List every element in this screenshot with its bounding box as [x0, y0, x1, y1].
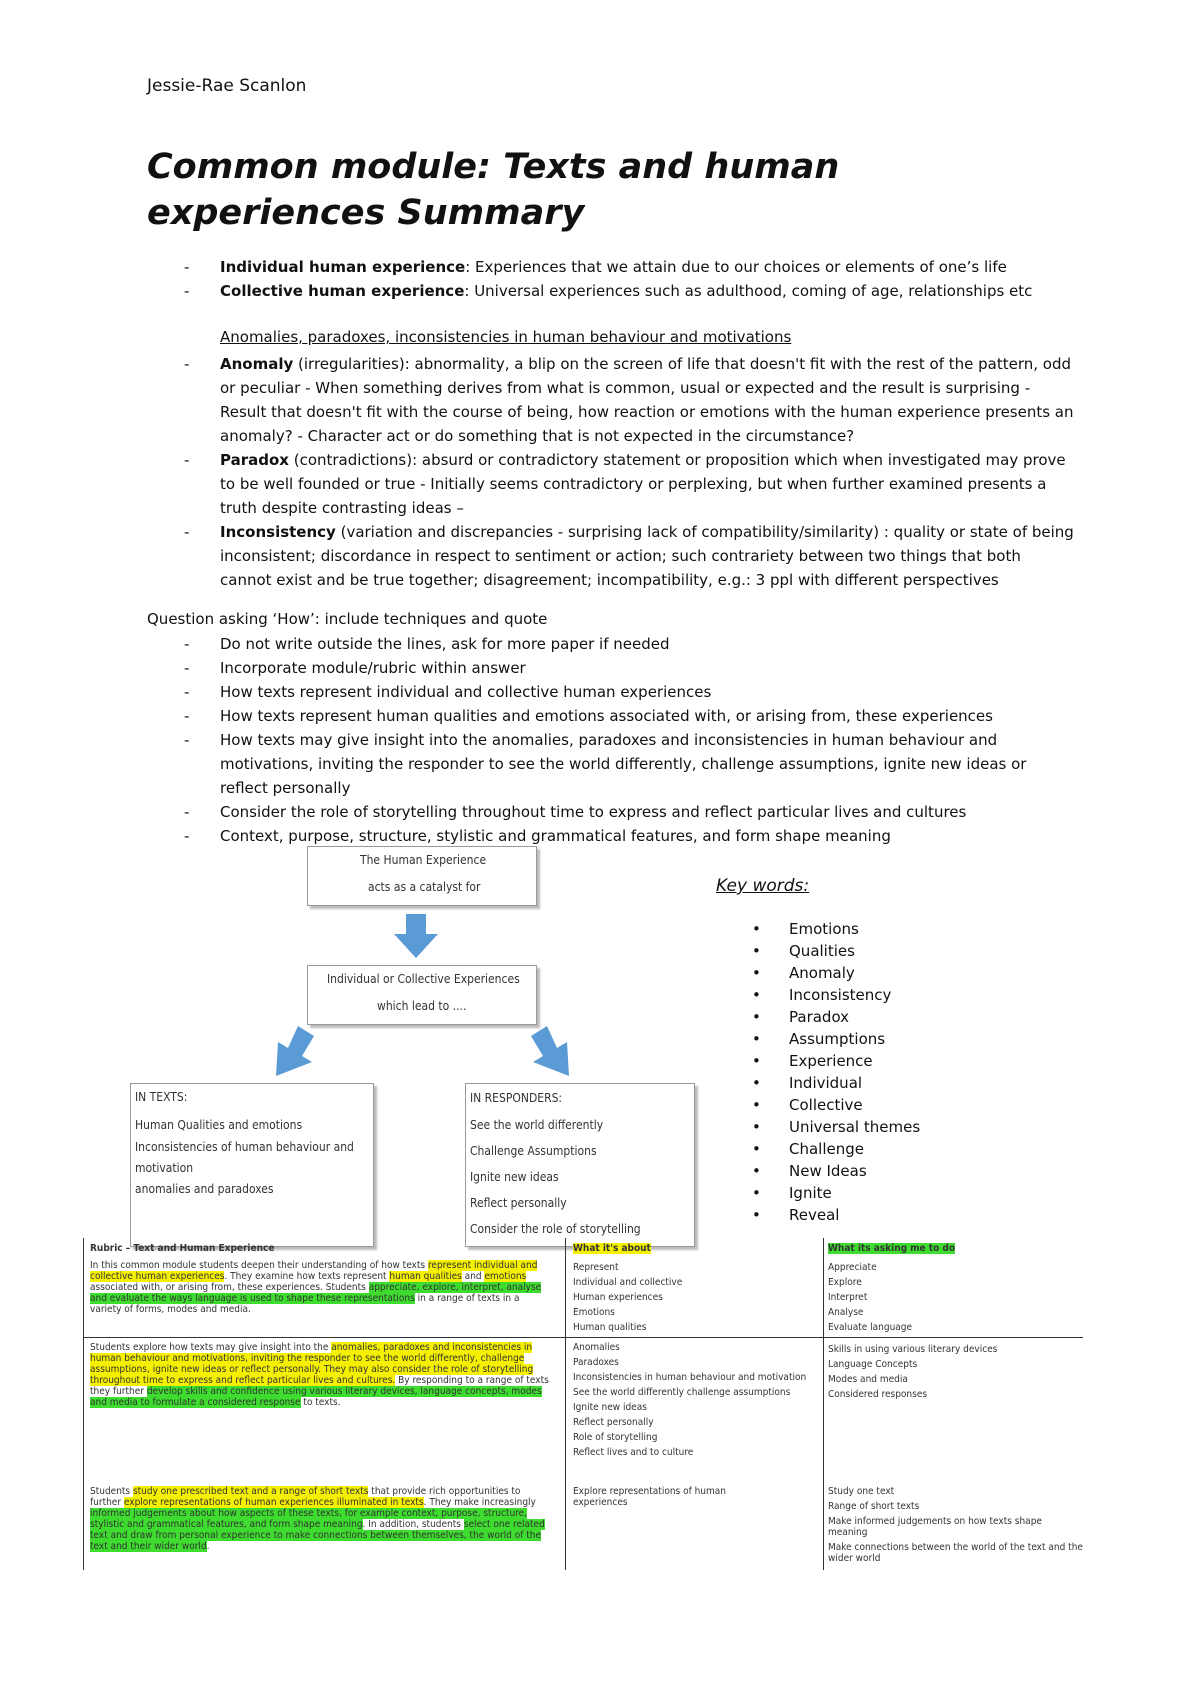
rubric-text: In this common module students deepen their understanding of how texts — [90, 1260, 428, 1271]
diagram-box-line: Inconsistencies of human behaviour and — [135, 1140, 354, 1154]
question-point: - How texts represent individual and collective human experiences — [147, 680, 1077, 704]
rubric-ask-item: Language Concepts — [828, 1359, 918, 1370]
rubric-about-item: See the world differently challenge assumptions — [573, 1387, 791, 1398]
keywords-heading: Key words: — [716, 876, 810, 896]
rubric-divider — [823, 1238, 824, 1570]
down-left-arrow-icon — [270, 1026, 316, 1076]
rubric-row-divider — [83, 1337, 1083, 1338]
inconsistency-text: (variation and discrepancies - surprising lack of compatibility/similarity) : quality or state of being inconsistent; discordance in respect to sentiment or action; such contrariety between two things that both cannot exist and be true together; disagreement; incompatibility, e.g.: 3 ppl with different perspectives — [220, 523, 1074, 589]
rubric-about-item: Explore representations of human experiences — [573, 1486, 726, 1508]
definitions-list — [147, 255, 1077, 303]
rubric-row1-description — [90, 1260, 550, 1315]
definition-item — [147, 255, 1077, 279]
rubric-ask-item: Range of short texts — [828, 1501, 920, 1512]
rubric-ask-item: Modes and media — [828, 1374, 908, 1385]
rubric-text: Students explore how texts may give insight into the — [90, 1342, 332, 1353]
keyword-item: • Qualities — [752, 940, 920, 962]
rubric-header-right: What its asking me to do — [828, 1243, 956, 1254]
rubric-ask-item: Analyse — [828, 1307, 864, 1318]
keyword-item: • Reveal — [752, 1204, 920, 1226]
question-point: - Incorporate module/rubric within answer — [147, 656, 1077, 680]
diagram-box-in-responders — [465, 1083, 695, 1247]
definition-term: Individual human experience — [220, 258, 466, 276]
rubric-row1-about — [573, 1260, 813, 1335]
rubric-text: . In addition, students — [362, 1519, 464, 1530]
inconsistency-item — [147, 520, 1077, 592]
keyword-item: • New Ideas — [752, 1160, 920, 1182]
anomalies-heading: Anomalies, paradoxes, inconsistencies in human behaviour and motivations — [220, 328, 792, 346]
anomaly-item — [147, 352, 1077, 448]
rubric-ask-item: Skills in using various literary devices — [828, 1344, 998, 1355]
question-point: - Context, purpose, structure, stylistic and grammatical features, and form shape meaning — [147, 824, 1077, 848]
diagram-box-heading: IN RESPONDERS: — [470, 1091, 563, 1105]
rubric-about-item: Individual and collective — [573, 1277, 683, 1288]
diagram-box-line: which lead to .... — [377, 999, 467, 1013]
diagram-box-line: Reflect personally — [470, 1196, 567, 1210]
definition-text: : Experiences that we attain due to our choices or elements of one’s life — [465, 258, 1007, 276]
rubric-text: . They make increasingly — [423, 1497, 536, 1508]
diagram-box-line: motivation — [135, 1161, 194, 1175]
keywords-list — [752, 918, 920, 1226]
diagram-box-line: Ignite new ideas — [470, 1170, 559, 1184]
rubric-about-item: Human qualities — [573, 1322, 647, 1333]
diagram-box-line: anomalies and paradoxes — [135, 1182, 274, 1196]
definition-text: : Universal experiences such as adulthood, coming of age, relationships etc — [464, 282, 1033, 300]
rubric-divider — [565, 1238, 566, 1570]
paradox-term: Paradox — [220, 451, 289, 469]
rubric-text: in a range of texts in a variety of forms, modes and media. — [90, 1293, 520, 1315]
question-point: - How texts represent human qualities and emotions associated with, or arising from, these experiences — [147, 704, 1077, 728]
rubric-text: By responding to a range of texts they further — [90, 1375, 549, 1397]
diagram-box-in-texts — [130, 1083, 374, 1247]
question-point: - Consider the role of storytelling throughout time to express and reflect particular lives and cultures — [147, 800, 1077, 824]
rubric-text: associated with, or arising from, these experiences. Students — [90, 1282, 369, 1293]
keyword-item: • Emotions — [752, 918, 920, 940]
rubric-text: . — [206, 1541, 210, 1552]
rubric-about-item: Inconsistencies in human behaviour and motivation — [573, 1372, 807, 1383]
rubric-highlight: anomalies, paradoxes and inconsistencies in human behaviour and motivations, inviting the responder to see the world differently, challenge assumptions, ignite new ideas or reflect personally. They may also consider the role of storytelling throughout time to express and reflect particular lives and cultures. — [90, 1342, 534, 1386]
rubric-highlight: explore representations of human experiences illuminated in texts — [123, 1497, 424, 1508]
rubric-highlight: select one related text and draw from personal experience to make connections between themselves, the world of the text and their wider world — [90, 1519, 545, 1552]
keyword-item: • Assumptions — [752, 1028, 920, 1050]
diagram-box-human-experience — [307, 846, 537, 906]
question-points-list — [147, 632, 1077, 848]
rubric-about-item: Reflect lives and to culture — [573, 1447, 694, 1458]
rubric-row1-asks — [828, 1260, 1078, 1335]
rubric-about-item: Paradoxes — [573, 1357, 619, 1368]
diagram-box-line: acts as a catalyst for — [368, 880, 481, 894]
rubric-about-item: Anomalies — [573, 1342, 620, 1353]
anomalies-list — [147, 352, 1077, 592]
paradox-item — [147, 448, 1077, 520]
rubric-highlight: human qualities — [389, 1271, 462, 1282]
question-point: - Do not write outside the lines, ask for more paper if needed — [147, 632, 1077, 656]
rubric-highlight: study one prescribed text and a range of short texts — [132, 1486, 369, 1497]
rubric-ask-item: Study one text — [828, 1486, 895, 1497]
rubric-about-item: Reflect personally — [573, 1417, 654, 1428]
rubric-about-item: Human experiences — [573, 1292, 663, 1303]
anomaly-term: Anomaly — [220, 355, 294, 373]
rubric-highlight: informed judgements about how aspects of these texts, for example context, purpose, structure, stylistic and grammatical features, and form shape meaning — [90, 1508, 528, 1530]
page-title — [147, 144, 1047, 236]
rubric-row2-about — [573, 1342, 813, 1458]
question-point: - How texts may give insight into the anomalies, paradoxes and inconsistencies in human behaviour and motivations, inviting the responder to see the world differently, challenge assumptions, ignite new ideas or reflect personally — [147, 728, 1077, 800]
rubric-row3-asks — [828, 1486, 1083, 1564]
diagram-box-line: See the world differently — [470, 1118, 604, 1132]
rubric-ask-item: Make informed judgements on how texts shape meaning — [828, 1516, 1042, 1538]
rubric-highlight: represent individual and collective human experiences — [90, 1260, 538, 1282]
keyword-item: • Experience — [752, 1050, 920, 1072]
rubric-left-border — [83, 1238, 84, 1570]
keyword-item: • Universal themes — [752, 1116, 920, 1138]
rubric-ask-item: Explore — [828, 1277, 862, 1288]
rubric-ask-item: Interpret — [828, 1292, 868, 1303]
keyword-item: • Collective — [752, 1094, 920, 1116]
diagram-box-line: Challenge Assumptions — [470, 1144, 597, 1158]
rubric-header-mid: What it's about — [573, 1243, 651, 1254]
definition-item — [147, 279, 1077, 303]
diagram-box-line: The Human Experience — [360, 853, 487, 867]
keyword-item: • Paradox — [752, 1006, 920, 1028]
rubric-about-item: Ignite new ideas — [573, 1402, 647, 1413]
rubric-about-item: Represent — [573, 1262, 619, 1273]
keyword-item: • Anomaly — [752, 962, 920, 984]
paradox-text: (contradictions): absurd or contradictory statement or proposition which when investigated may prove to be well founded or true - Initially seems contradictory or perplexing, but when further examined presents a truth despite contrasting ideas – — [220, 451, 1066, 517]
rubric-row3-about — [573, 1486, 783, 1508]
rubric-row2-asks — [828, 1342, 1078, 1402]
keyword-item: • Inconsistency — [752, 984, 920, 1006]
rubric-text: to texts. — [300, 1397, 341, 1408]
title-line-1: Common module: Texts and human — [147, 147, 840, 187]
rubric-about-item: Role of storytelling — [573, 1432, 658, 1443]
rubric-highlight: emotions — [484, 1271, 527, 1282]
down-right-arrow-icon — [529, 1026, 575, 1076]
rubric-row3-description — [90, 1486, 550, 1552]
diagram-box-line: Individual or Collective Experiences — [327, 972, 520, 986]
inconsistency-term: Inconsistency — [220, 523, 336, 541]
rubric-text: and — [461, 1271, 485, 1282]
rubric-highlight: develop skills and confidence using various literary devices, language concepts, modes and media to formulate a considered response — [90, 1386, 542, 1408]
question-intro: Question asking ‘How’: include techniques and quote — [147, 610, 548, 628]
rubric-highlight: appreciate, explore, interpret, analyse and evaluate the ways language is used to shape these representations — [90, 1282, 542, 1304]
rubric-text: that provide rich opportunities to further — [90, 1486, 521, 1508]
diagram-box-heading: IN TEXTS: — [135, 1090, 188, 1104]
rubric-text: . They examine how texts represent — [224, 1271, 390, 1282]
title-line-2: experiences Summary — [147, 193, 585, 233]
diagram-box-line: Consider the role of storytelling — [470, 1222, 641, 1236]
rubric-ask-item: Evaluate language — [828, 1322, 913, 1333]
anomaly-text: (irregularities): abnormality, a blip on the screen of life that doesn't fit with the rest of the pattern, odd or peculiar - When something derives from what is common, usual or expected and the result is surprising - Result that doesn't fit with the course of being, how reaction or emotions with the human experience presents an anomaly? - Character act or do something that is not expected in the circumstance? — [220, 355, 1074, 445]
author-name: Jessie-Rae Scanlon — [147, 76, 307, 96]
rubric-row2-description — [90, 1342, 550, 1408]
rubric-header-left: Rubric – Text and Human Experience — [90, 1243, 275, 1254]
keyword-item: • Ignite — [752, 1182, 920, 1204]
rubric-ask-item: Make connections between the world of the text and the wider world — [828, 1542, 1083, 1564]
rubric-ask-item: Appreciate — [828, 1262, 877, 1273]
rubric-about-item: Emotions — [573, 1307, 615, 1318]
rubric-ask-item: Considered responses — [828, 1389, 928, 1400]
diagram-box-line: Human Qualities and emotions — [135, 1118, 303, 1132]
diagram-box-experiences — [307, 965, 537, 1025]
definition-term: Collective human experience — [220, 282, 465, 300]
keyword-item: • Challenge — [752, 1138, 920, 1160]
down-arrow-icon — [394, 914, 438, 958]
keyword-item: • Individual — [752, 1072, 920, 1094]
rubric-text: Students — [90, 1486, 133, 1497]
